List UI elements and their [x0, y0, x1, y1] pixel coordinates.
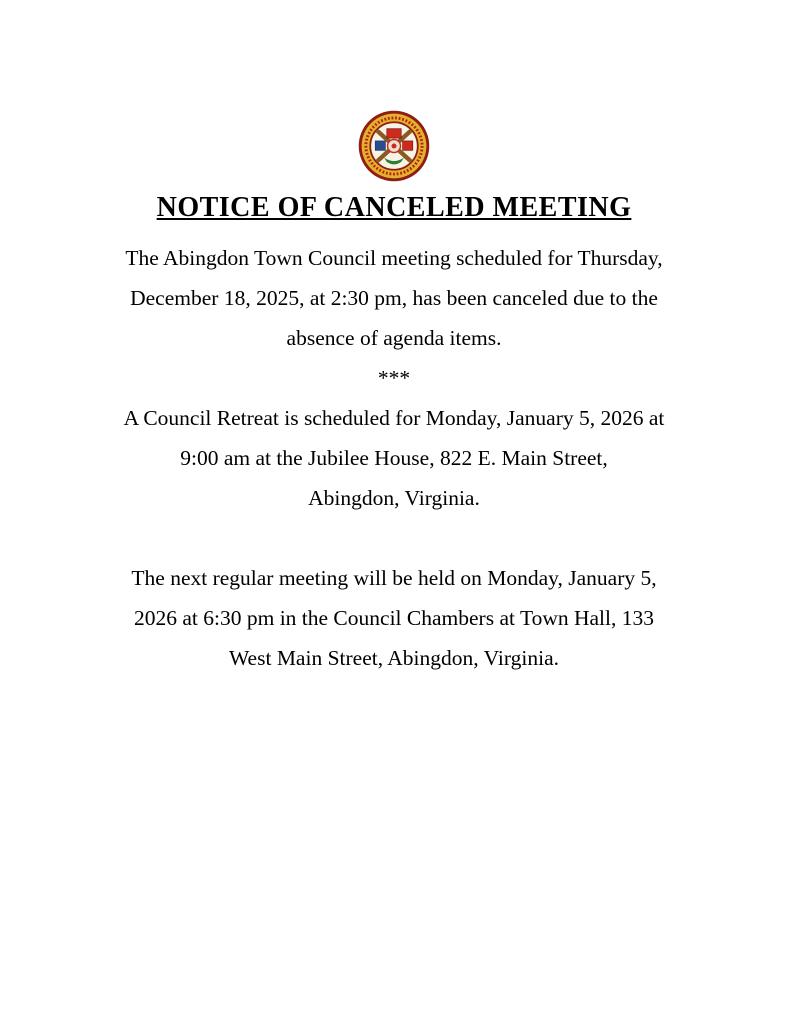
paragraph-next-regular-meeting	[74, 558, 714, 678]
paragraph-line: The next regular meeting will be held on Monday, January 5,	[131, 566, 657, 590]
paragraph-line: December 18, 2025, at 2:30 pm, has been canceled due to the	[130, 286, 658, 310]
paragraph-line: 9:00 am at the Jubilee House, 822 E. Main Street,	[180, 446, 608, 470]
paragraph-line: 2026 at 6:30 pm in the Council Chambers at Town Hall, 133	[133, 606, 654, 630]
town-seal-icon	[358, 110, 430, 182]
paragraph-council-retreat	[74, 398, 714, 518]
seal-container	[0, 110, 788, 182]
paragraph-cancellation	[74, 238, 714, 358]
paragraph-line: absence of agenda items.	[286, 326, 502, 350]
paragraph-line: A Council Retreat is scheduled for Monday, January 5, 2026 at	[123, 406, 665, 430]
paragraph-line: Abingdon, Virginia.	[308, 486, 480, 510]
page-title: NOTICE OF CANCELED MEETING	[156, 192, 632, 223]
paragraph-line: The Abingdon Town Council meeting scheduled for Thursday,	[125, 246, 663, 270]
paragraph-line: West Main Street, Abingdon, Virginia.	[228, 646, 559, 670]
section-separator: ***	[377, 366, 411, 390]
